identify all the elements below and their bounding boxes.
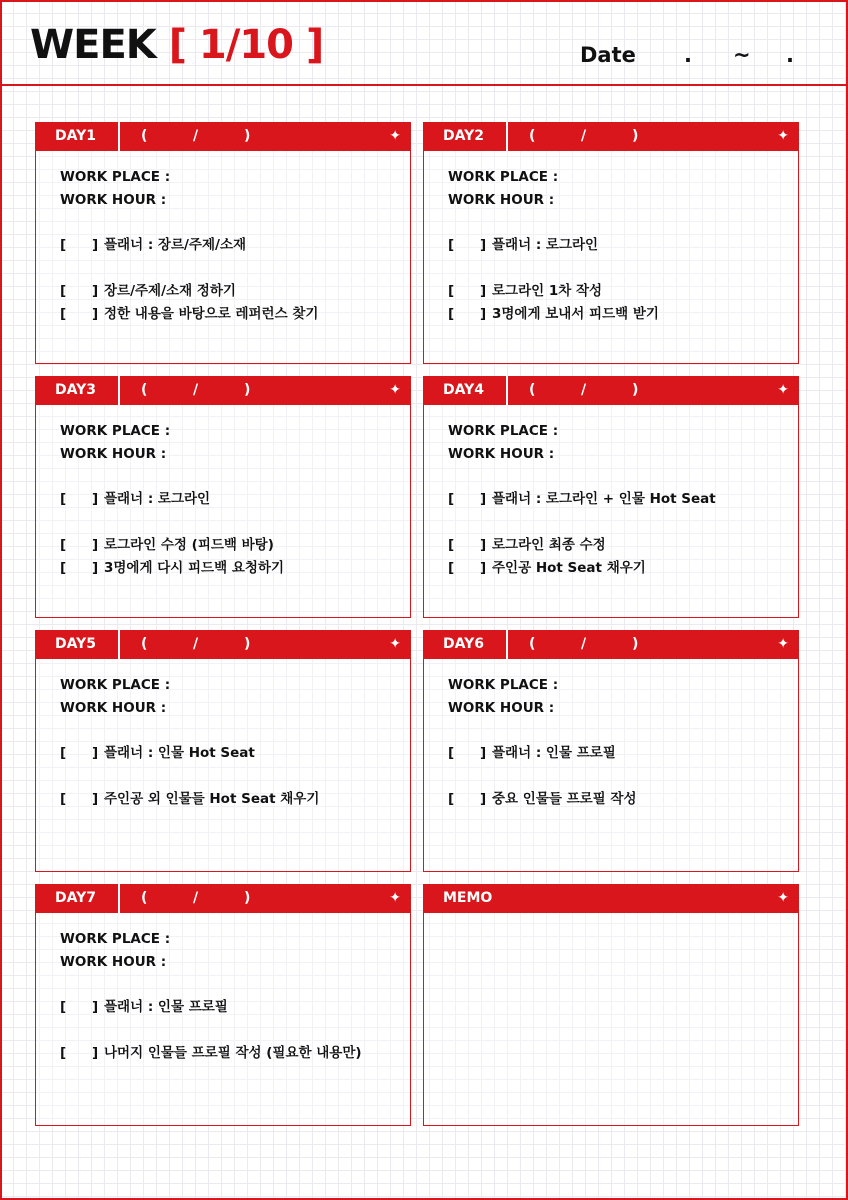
checkbox-open: [: [60, 491, 67, 507]
date-paren-close: ): [244, 890, 251, 906]
checkbox-close: ]: [480, 491, 487, 507]
day-label: DAY5: [35, 630, 120, 659]
checkbox-open: [: [60, 283, 67, 299]
task-text: 3명에게 보내서 피드백 받기: [492, 306, 659, 322]
checkbox-open: [: [448, 537, 455, 553]
memo-card-header: [423, 884, 799, 913]
day-label: DAY4: [423, 376, 508, 405]
day-card-7: [35, 884, 411, 1126]
task-text: 플래너 : 인물 프로필: [492, 745, 616, 761]
checkbox-close: ]: [480, 283, 487, 299]
checkbox-open: [: [448, 745, 455, 761]
sparkle-icon: ✦: [777, 890, 789, 906]
task-item[interactable]: [60, 282, 236, 300]
task-text: 로그라인 수정 (피드백 바탕): [104, 537, 274, 553]
checkbox-close: ]: [92, 306, 99, 322]
checkbox-close: ]: [92, 1045, 99, 1061]
date-slash: /: [581, 636, 587, 652]
work-hour-label: WORK HOUR :: [60, 954, 167, 970]
date-paren-open: (: [141, 128, 148, 144]
work-hour-label: WORK HOUR :: [60, 192, 167, 208]
task-text: 3명에게 다시 피드백 요청하기: [104, 560, 284, 576]
sparkle-icon: ✦: [389, 382, 401, 398]
work-place-label: WORK PLACE :: [448, 169, 559, 185]
day-card-header: [35, 630, 411, 659]
date-paren-open: (: [141, 636, 148, 652]
day-label: DAY1: [35, 122, 120, 151]
date-slash: /: [193, 382, 199, 398]
day-card-header: [423, 376, 799, 405]
checkbox-close: ]: [480, 306, 487, 322]
sparkle-icon: ✦: [389, 636, 401, 652]
date-separator: .: [684, 43, 692, 67]
work-place-label: WORK PLACE :: [60, 423, 171, 439]
date-tilde: ~: [733, 43, 751, 67]
task-item[interactable]: [448, 282, 602, 300]
task-text: 로그라인 1차 작성: [492, 283, 603, 299]
sparkle-icon: ✦: [777, 636, 789, 652]
checkbox-open: [: [60, 306, 67, 322]
date-slash: /: [581, 382, 587, 398]
day-card-2: [423, 122, 799, 364]
task-text: 플래너 : 로그라인 + 인물 Hot Seat: [492, 491, 716, 507]
date-paren-open: (: [529, 636, 536, 652]
checkbox-open: [: [60, 537, 67, 553]
checkbox-open: [: [448, 791, 455, 807]
checkbox-open: [: [60, 745, 67, 761]
checkbox-close: ]: [480, 560, 487, 576]
task-item[interactable]: [60, 744, 255, 762]
checkbox-close: ]: [92, 745, 99, 761]
task-item[interactable]: [60, 1044, 362, 1062]
task-item[interactable]: [60, 559, 284, 577]
checkbox-open: [: [448, 237, 455, 253]
week-number: [ 1/10 ]: [168, 22, 324, 68]
checkbox-open: [: [448, 560, 455, 576]
date-separator: .: [786, 43, 794, 67]
checkbox-close: ]: [92, 791, 99, 807]
task-item[interactable]: [448, 490, 716, 508]
checkbox-close: ]: [480, 745, 487, 761]
day-card-header: [35, 122, 411, 151]
checkbox-close: ]: [92, 237, 99, 253]
task-text: 주인공 외 인물들 Hot Seat 채우기: [104, 791, 320, 807]
checkbox-close: ]: [480, 537, 487, 553]
task-item[interactable]: [60, 998, 228, 1016]
work-place-label: WORK PLACE :: [60, 931, 171, 947]
task-text: 중요 인물들 프로필 작성: [492, 791, 637, 807]
date-slash: /: [581, 128, 587, 144]
work-hour-label: WORK HOUR :: [60, 446, 167, 462]
date-paren-open: (: [529, 382, 536, 398]
task-text: 플래너 : 인물 프로필: [104, 999, 228, 1015]
task-item[interactable]: [448, 236, 598, 254]
day-label: DAY2: [423, 122, 508, 151]
sparkle-icon: ✦: [389, 890, 401, 906]
checkbox-close: ]: [92, 283, 99, 299]
day-card-header: [423, 122, 799, 151]
date-paren-open: (: [529, 128, 536, 144]
work-hour-label: WORK HOUR :: [448, 192, 555, 208]
checkbox-open: [: [60, 237, 67, 253]
date-label: Date: [580, 43, 636, 67]
day-card-5: [35, 630, 411, 872]
day-card-header: [35, 884, 411, 913]
task-text: 플래너 : 로그라인: [104, 491, 211, 507]
task-item[interactable]: [60, 236, 246, 254]
date-paren-close: ): [632, 636, 639, 652]
day-card-header: [35, 376, 411, 405]
sparkle-icon: ✦: [777, 382, 789, 398]
task-item[interactable]: [448, 305, 659, 323]
task-text: 로그라인 최종 수정: [492, 537, 606, 553]
task-item[interactable]: [448, 559, 646, 577]
checkbox-close: ]: [480, 237, 487, 253]
checkbox-open: [: [60, 791, 67, 807]
work-hour-label: WORK HOUR :: [448, 446, 555, 462]
checkbox-close: ]: [92, 491, 99, 507]
date-paren-close: ): [632, 128, 639, 144]
day-card-6: [423, 630, 799, 872]
task-text: 주인공 Hot Seat 채우기: [492, 560, 646, 576]
date-slash: /: [193, 128, 199, 144]
task-item[interactable]: [448, 536, 606, 554]
date-paren-close: ): [244, 636, 251, 652]
task-text: 정한 내용을 바탕으로 레퍼런스 찾기: [104, 306, 319, 322]
checkbox-close: ]: [92, 999, 99, 1015]
day-label: DAY6: [423, 630, 508, 659]
task-item[interactable]: [60, 490, 210, 508]
sparkle-icon: ✦: [389, 128, 401, 144]
work-place-label: WORK PLACE :: [60, 169, 171, 185]
task-item[interactable]: [60, 536, 274, 554]
checkbox-open: [: [448, 283, 455, 299]
task-text: 플래너 : 인물 Hot Seat: [104, 745, 255, 761]
date-paren-open: (: [141, 382, 148, 398]
day-card-header: [423, 630, 799, 659]
task-text: 나머지 인물들 프로필 작성 (필요한 내용만): [104, 1045, 362, 1061]
checkbox-open: [: [448, 306, 455, 322]
work-place-label: WORK PLACE :: [448, 423, 559, 439]
task-item[interactable]: [60, 790, 319, 808]
task-text: 플래너 : 로그라인: [492, 237, 599, 253]
date-paren-close: ): [632, 382, 639, 398]
checkbox-open: [: [60, 999, 67, 1015]
checkbox-open: [: [60, 560, 67, 576]
date-paren-close: ): [244, 382, 251, 398]
checkbox-close: ]: [92, 537, 99, 553]
day-label: DAY3: [35, 376, 120, 405]
date-slash: /: [193, 890, 199, 906]
week-label: WEEK: [30, 22, 156, 68]
checkbox-close: ]: [92, 560, 99, 576]
week-title: [30, 20, 323, 70]
day-label: DAY7: [35, 884, 120, 913]
task-item[interactable]: [448, 790, 637, 808]
date-slash: /: [193, 636, 199, 652]
page-header: [0, 0, 848, 86]
checkbox-close: ]: [480, 791, 487, 807]
day-card-1: [35, 122, 411, 364]
work-hour-label: WORK HOUR :: [448, 700, 555, 716]
checkbox-open: [: [60, 1045, 67, 1061]
task-item[interactable]: [60, 305, 318, 323]
memo-card[interactable]: [423, 884, 799, 1126]
work-place-label: WORK PLACE :: [448, 677, 559, 693]
task-text: 플래너 : 장르/주제/소재: [104, 237, 247, 253]
memo-label: MEMO: [443, 890, 493, 906]
day-card-4: [423, 376, 799, 618]
date-paren-close: ): [244, 128, 251, 144]
day-card-3: [35, 376, 411, 618]
checkbox-open: [: [448, 491, 455, 507]
task-text: 장르/주제/소재 정하기: [104, 283, 236, 299]
sparkle-icon: ✦: [777, 128, 789, 144]
work-hour-label: WORK HOUR :: [60, 700, 167, 716]
task-item[interactable]: [448, 744, 616, 762]
work-place-label: WORK PLACE :: [60, 677, 171, 693]
date-paren-open: (: [141, 890, 148, 906]
